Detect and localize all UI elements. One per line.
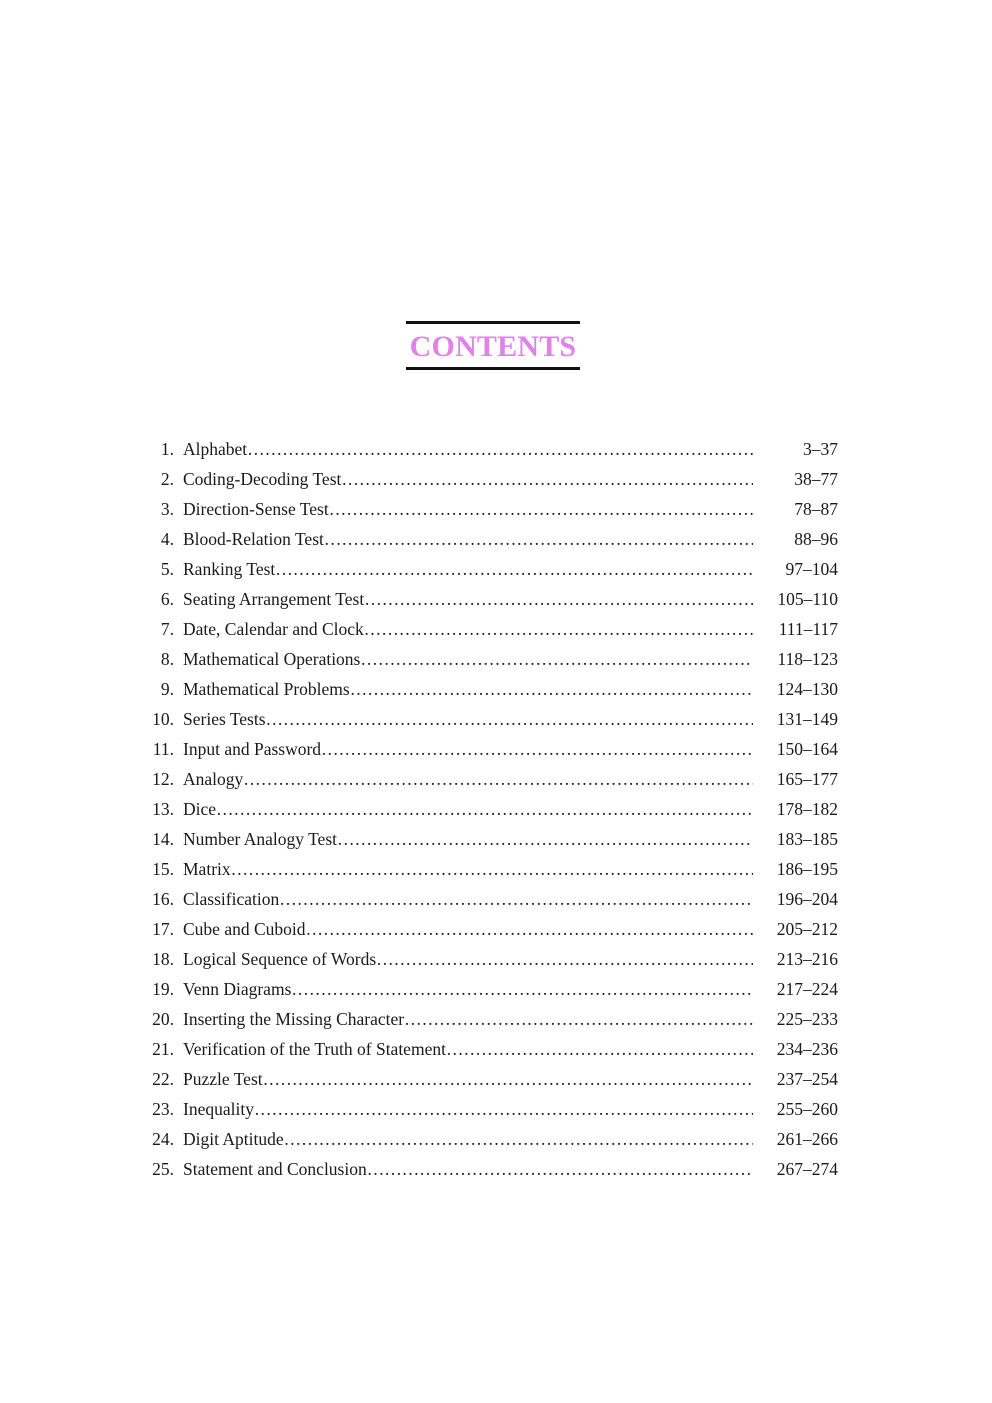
toc-entry-pages: 165–177 bbox=[776, 769, 838, 789]
toc-entry[interactable] bbox=[140, 614, 840, 644]
toc-entry[interactable] bbox=[140, 884, 840, 914]
toc-entry-number: 23. bbox=[152, 1099, 174, 1119]
toc-entry[interactable] bbox=[140, 1124, 840, 1154]
toc-entry[interactable] bbox=[140, 944, 840, 974]
toc-entry-number: 21. bbox=[152, 1039, 174, 1059]
toc-entry-number: 5. bbox=[160, 559, 174, 579]
toc-entry[interactable] bbox=[140, 554, 840, 584]
toc-entry-number: 25. bbox=[152, 1159, 174, 1179]
page-title: CONTENTS bbox=[409, 329, 577, 363]
toc-entry-title: Direction-Sense Test …………………………………………………………………………………………………………………………………………………………… bbox=[183, 494, 753, 524]
toc-entry-title: Date, Calendar and Clock …………………………………………………………………………………………………………………………………………………………… bbox=[183, 614, 753, 644]
toc-entry[interactable] bbox=[140, 1064, 840, 1094]
toc-entry[interactable] bbox=[140, 584, 840, 614]
toc-entry-pages: 183–185 bbox=[776, 829, 838, 849]
toc-entry-pages: 131–149 bbox=[776, 709, 838, 729]
toc-entry-pages: 255–260 bbox=[776, 1099, 838, 1119]
toc-entry-title: Puzzle Test …………………………………………………………………………………………………………………………………………………………… bbox=[183, 1064, 753, 1094]
toc-entry[interactable] bbox=[140, 494, 840, 524]
toc-entry-number: 24. bbox=[152, 1129, 174, 1149]
toc-entry-title: Mathematical Operations …………………………………………………………………………………………………………………………………………………………… bbox=[183, 644, 753, 674]
toc-entry-pages: 261–266 bbox=[776, 1129, 838, 1149]
toc-entry-title: Venn Diagrams …………………………………………………………………………………………………………………………………………………………… bbox=[183, 974, 753, 1004]
toc-entry-number: 19. bbox=[152, 979, 174, 999]
toc-entry-number: 17. bbox=[152, 919, 174, 939]
toc-entry-pages: 78–87 bbox=[794, 499, 838, 519]
toc-entry-number: 12. bbox=[152, 769, 174, 789]
toc-entry[interactable] bbox=[140, 644, 840, 674]
toc-entry-number: 4. bbox=[160, 529, 174, 549]
toc-entry-number: 11. bbox=[152, 739, 174, 759]
toc-entry[interactable] bbox=[140, 1094, 840, 1124]
toc-entry-number: 18. bbox=[152, 949, 174, 969]
toc-entry-title: Logical Sequence of Words …………………………………………………………………………………………………………………………………………………………… bbox=[183, 944, 753, 974]
toc-entry[interactable] bbox=[140, 674, 840, 704]
contents-heading-block bbox=[406, 321, 580, 370]
toc-entry-title: Cube and Cuboid …………………………………………………………………………………………………………………………………………………………… bbox=[183, 914, 753, 944]
toc-entry[interactable] bbox=[140, 434, 840, 464]
toc-entry[interactable] bbox=[140, 524, 840, 554]
toc-entry-pages: 213–216 bbox=[776, 949, 838, 969]
toc-entry[interactable] bbox=[140, 914, 840, 944]
toc-entry-pages: 225–233 bbox=[776, 1009, 838, 1029]
toc-entry-title: Blood-Relation Test …………………………………………………………………………………………………………………………………………………………… bbox=[183, 524, 753, 554]
toc-entry-number: 16. bbox=[152, 889, 174, 909]
toc-entry-pages: 196–204 bbox=[776, 889, 838, 909]
toc-entry-title: Number Analogy Test …………………………………………………………………………………………………………………………………………………………… bbox=[183, 824, 753, 854]
toc-entry-title: Coding-Decoding Test …………………………………………………………………………………………………………………………………………………………… bbox=[183, 464, 753, 494]
toc-entry-title: Verification of the Truth of Statement …………………………………………………………………………………………………………………………………………………………… bbox=[183, 1034, 753, 1064]
toc-entry-pages: 267–274 bbox=[776, 1159, 838, 1179]
toc-entry-title: Inserting the Missing Character …………………………………………………………………………………………………………………………………………………………… bbox=[183, 1004, 753, 1034]
toc-entry-number: 13. bbox=[152, 799, 174, 819]
toc-entry-pages: 150–164 bbox=[776, 739, 838, 759]
toc-entry-title: Classification …………………………………………………………………………………………………………………………………………………………… bbox=[183, 884, 753, 914]
toc-entry-number: 2. bbox=[160, 469, 174, 489]
table-of-contents bbox=[140, 434, 840, 1184]
toc-entry-number: 6. bbox=[160, 589, 174, 609]
toc-entry[interactable] bbox=[140, 704, 840, 734]
toc-entry[interactable] bbox=[140, 464, 840, 494]
toc-entry-pages: 234–236 bbox=[776, 1039, 838, 1059]
toc-entry[interactable] bbox=[140, 854, 840, 884]
toc-entry-pages: 97–104 bbox=[785, 559, 838, 579]
toc-entry-title: Inequality …………………………………………………………………………………………………………………………………………………………… bbox=[183, 1094, 753, 1124]
toc-entry-number: 14. bbox=[152, 829, 174, 849]
toc-entry[interactable] bbox=[140, 764, 840, 794]
toc-entry[interactable] bbox=[140, 734, 840, 764]
toc-entry-pages: 124–130 bbox=[776, 679, 838, 699]
toc-entry-pages: 118–123 bbox=[777, 649, 838, 669]
toc-entry-number: 10. bbox=[152, 709, 174, 729]
toc-entry-number: 20. bbox=[152, 1009, 174, 1029]
toc-entry-pages: 88–96 bbox=[794, 529, 838, 549]
toc-entry-title: Analogy …………………………………………………………………………………………………………………………………………………………… bbox=[183, 764, 753, 794]
toc-entry-pages: 3–37 bbox=[803, 439, 838, 459]
toc-entry[interactable] bbox=[140, 1154, 840, 1184]
toc-entry[interactable] bbox=[140, 974, 840, 1004]
toc-entry-title: Alphabet …………………………………………………………………………………………………………………………………………………………… bbox=[183, 434, 753, 464]
toc-entry[interactable] bbox=[140, 824, 840, 854]
toc-entry-pages: 217–224 bbox=[776, 979, 838, 999]
toc-entry-pages: 237–254 bbox=[776, 1069, 838, 1089]
toc-entry-title: Seating Arrangement Test …………………………………………………………………………………………………………………………………………………………… bbox=[183, 584, 753, 614]
toc-entry-number: 22. bbox=[152, 1069, 174, 1089]
toc-entry-title: Matrix …………………………………………………………………………………………………………………………………………………………… bbox=[183, 854, 753, 884]
toc-entry-number: 7. bbox=[160, 619, 174, 639]
toc-entry-number: 8. bbox=[160, 649, 174, 669]
toc-entry[interactable] bbox=[140, 1034, 840, 1064]
toc-entry-number: 15. bbox=[152, 859, 174, 879]
toc-entry-title: Digit Aptitude …………………………………………………………………………………………………………………………………………………………… bbox=[183, 1124, 753, 1154]
toc-entry-title: Series Tests …………………………………………………………………………………………………………………………………………………………… bbox=[183, 704, 753, 734]
toc-entry[interactable] bbox=[140, 1004, 840, 1034]
toc-entry-title: Dice …………………………………………………………………………………………………………………………………………………………… bbox=[183, 794, 753, 824]
toc-entry[interactable] bbox=[140, 794, 840, 824]
toc-entry-pages: 111–117 bbox=[778, 619, 838, 639]
toc-entry-title: Ranking Test …………………………………………………………………………………………………………………………………………………………… bbox=[183, 554, 753, 584]
toc-entry-number: 9. bbox=[160, 679, 174, 699]
toc-entry-pages: 105–110 bbox=[777, 589, 838, 609]
toc-entry-title: Statement and Conclusion …………………………………………………………………………………………………………………………………………………………… bbox=[183, 1154, 753, 1184]
toc-entry-pages: 186–195 bbox=[776, 859, 838, 879]
toc-entry-number: 1. bbox=[160, 439, 174, 459]
toc-entry-number: 3. bbox=[160, 499, 174, 519]
toc-entry-pages: 178–182 bbox=[776, 799, 838, 819]
toc-entry-title: Mathematical Problems …………………………………………………………………………………………………………………………………………………………… bbox=[183, 674, 753, 704]
toc-entry-pages: 38–77 bbox=[794, 469, 838, 489]
toc-entry-title: Input and Password …………………………………………………………………………………………………………………………………………………………… bbox=[183, 734, 753, 764]
toc-entry-pages: 205–212 bbox=[776, 919, 838, 939]
